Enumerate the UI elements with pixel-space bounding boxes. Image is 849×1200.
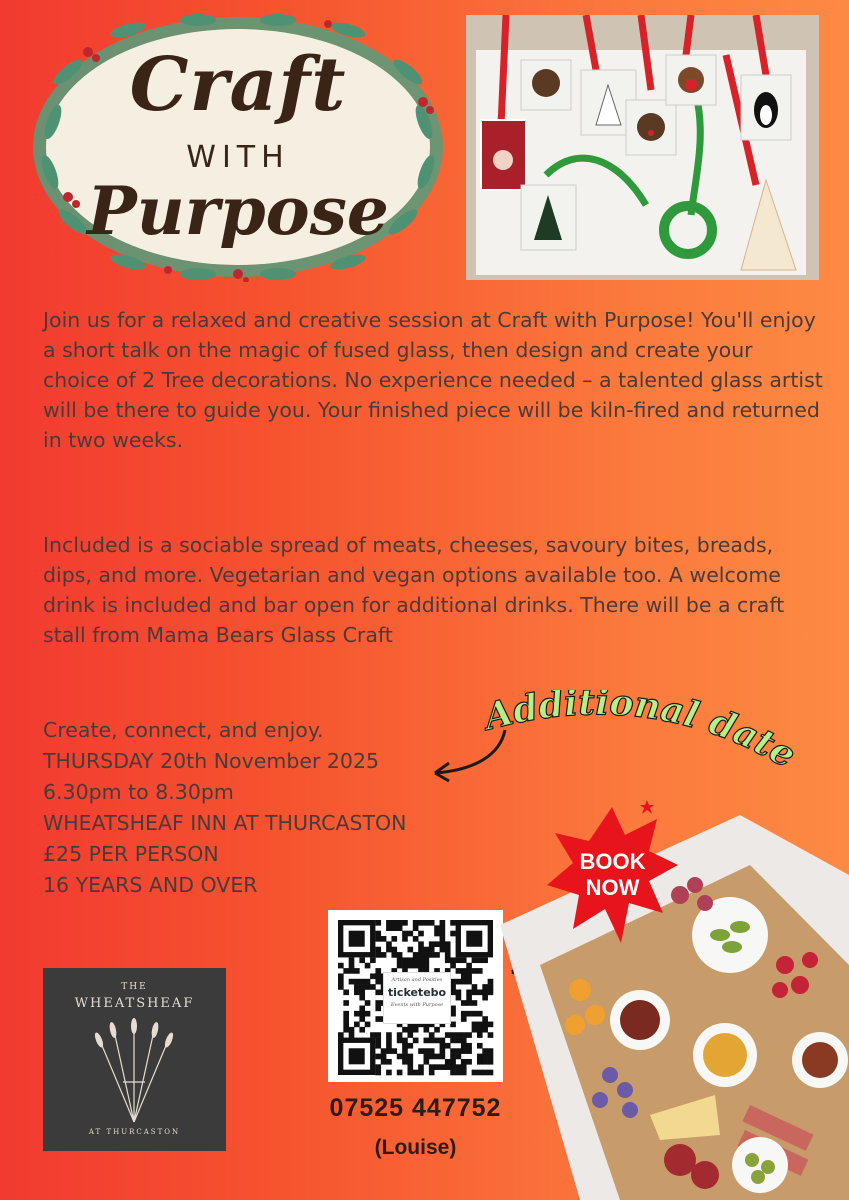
book-now-line2: NOW: [585, 875, 640, 900]
contact-name: (Louise): [374, 1136, 457, 1159]
event-details: [43, 715, 407, 901]
qr-badge-brand: ticketebo: [387, 986, 447, 999]
contact-phone[interactable]: 07525 447752: [329, 1094, 502, 1122]
event-venue: WHEATSHEAF INN AT THURCASTON: [43, 811, 407, 835]
included-paragraph: Included is a sociable spread of meats, cheeses, savoury bites, breads, dips, and more. Vegetarian and vegan options available too. A welcome drink is included and bar open for additional drinks. There will be a craft stall from Mama Bears Glass Craft: [43, 533, 785, 647]
qr-ticketebo-badge: [383, 972, 451, 1024]
additional-date-banner: [478, 690, 838, 810]
tagline: Create, connect, and enjoy.: [43, 718, 324, 742]
event-time: 6.30pm to 8.30pm: [43, 780, 234, 804]
event-price: £25 PER PERSON: [43, 842, 219, 866]
event-date: THURSDAY 20th November 2025: [43, 749, 380, 773]
wheatsheaf-the: THE: [121, 982, 148, 992]
craft-with-purpose-logo: [28, 12, 448, 282]
svg-text:Additional date: [478, 690, 803, 776]
intro-paragraph: Join us for a relaxed and creative session at Craft with Purpose! You'll enjoy a short talk on the magic of fused glass, then design and create your choice of 2 Tree decorations. No experience needed – a talented glass artist will be there to guide you. Your finished piece will be kiln-fired and returned in two weeks.: [43, 308, 823, 452]
qr-badge-top-text: Artisan and Positive: [391, 977, 443, 983]
qr-badge-bottom-text: Events with Purpose: [390, 1002, 444, 1008]
glass-ornaments-photo: [466, 15, 819, 280]
book-now-line1: BOOK: [579, 849, 646, 874]
book-now-burst[interactable]: [545, 805, 680, 945]
logo-craft-text: Craft: [129, 42, 347, 128]
logo-purpose-text: Purpose: [87, 172, 389, 250]
wheat-sheaf-icon: [43, 1012, 226, 1124]
logo-with-text: WITH: [186, 140, 290, 175]
event-age: 16 YEARS AND OVER: [43, 873, 258, 897]
wheatsheaf-name: WHEATSHEAF: [74, 996, 195, 1011]
wheatsheaf-logo: [43, 968, 226, 1151]
small-star-icon: [640, 800, 654, 814]
booking-qr-code[interactable]: [328, 910, 503, 1082]
arrow-to-date-icon: [425, 725, 515, 785]
additional-date-text: Additional date: [480, 690, 803, 777]
wheatsheaf-location: AT THURCASTON: [88, 1128, 181, 1136]
